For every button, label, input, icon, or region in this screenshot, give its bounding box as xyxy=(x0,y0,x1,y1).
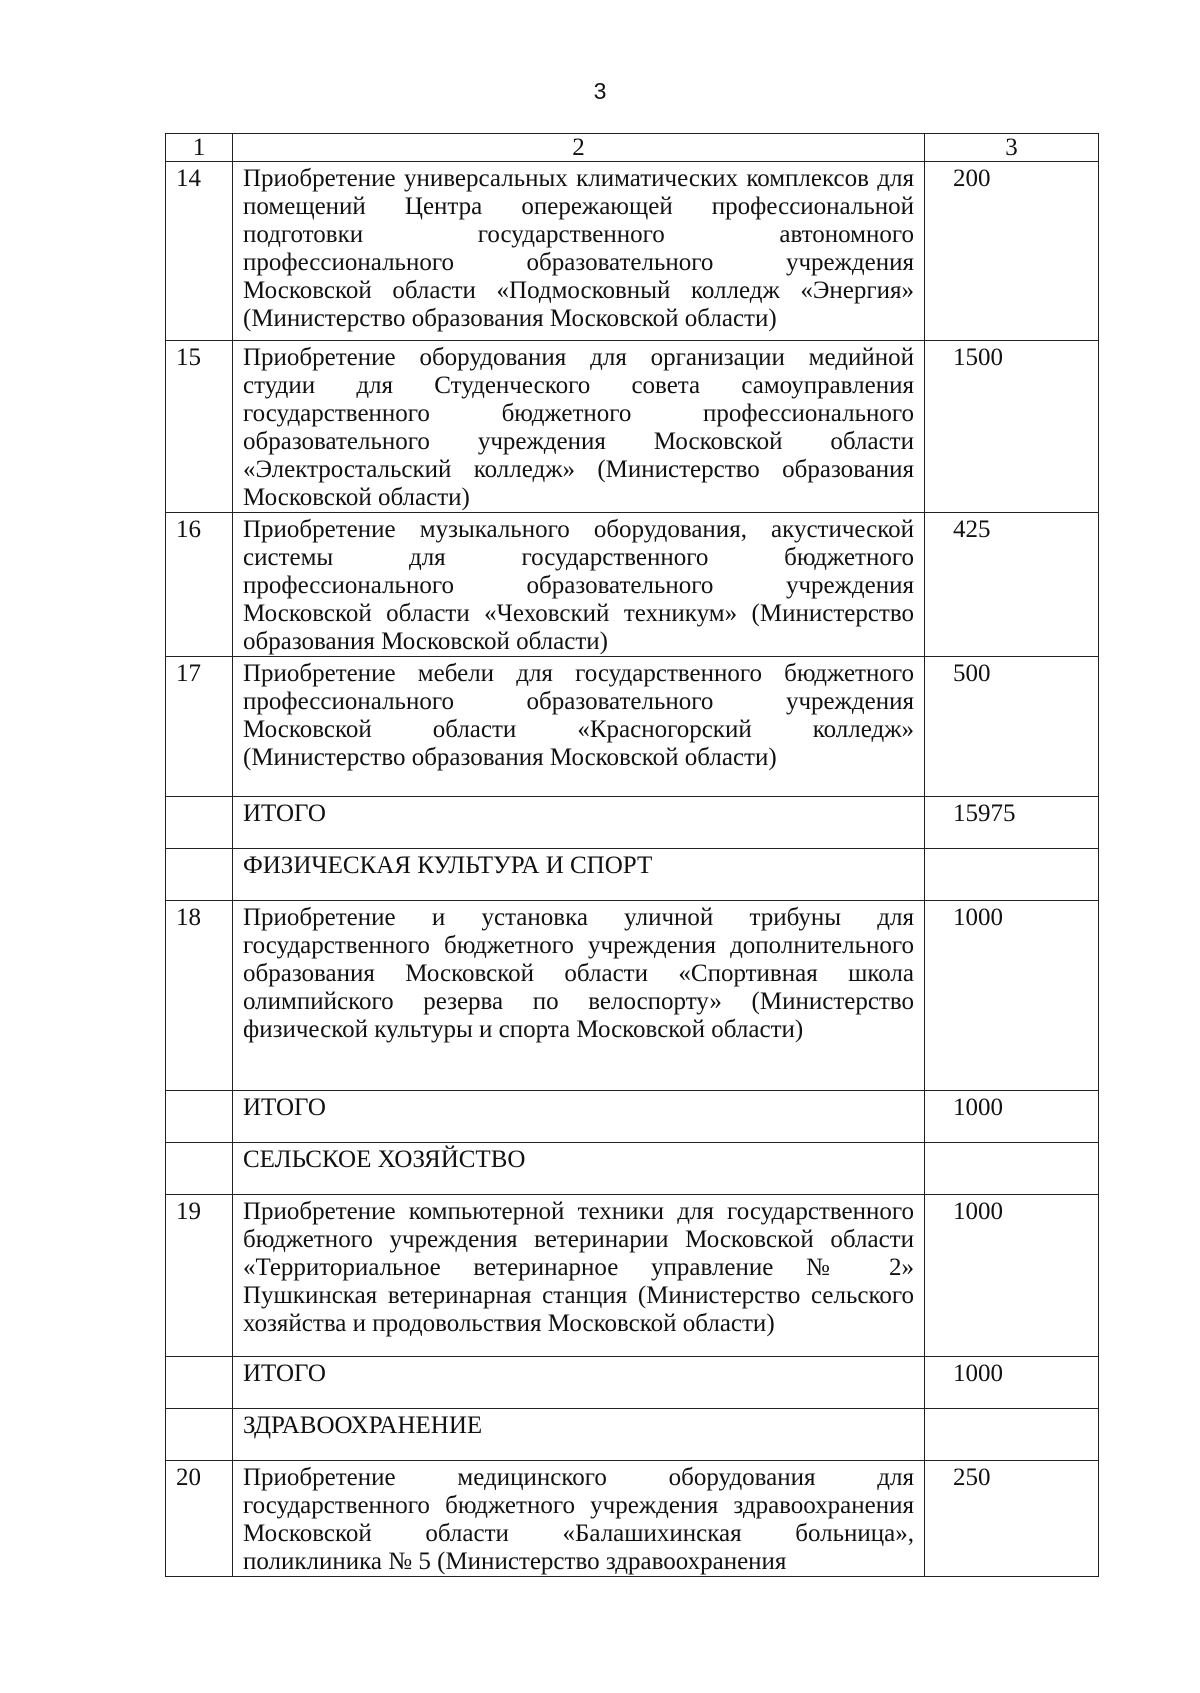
row-number: 14 xyxy=(166,162,233,341)
table-header-row xyxy=(166,134,1099,162)
row-description: Приобретение мебели для государственного бюджетного профессионального образовательного учреждения Московской области «Красногорский колледж» (Министерство образования Московской области) xyxy=(233,657,925,797)
table-row-item-19 xyxy=(166,1195,1099,1357)
table-row-section xyxy=(166,1409,1099,1461)
column-header-1: 1 xyxy=(166,134,233,162)
row-number xyxy=(166,1091,233,1143)
row-number xyxy=(166,1409,233,1461)
total-amount: 1000 xyxy=(925,1357,1099,1409)
section-title: СЕЛЬСКОЕ ХОЗЯЙСТВО xyxy=(233,1143,925,1195)
table-row-total xyxy=(166,1357,1099,1409)
table-row-item-16 xyxy=(166,513,1099,657)
section-title: ФИЗИЧЕСКАЯ КУЛЬТУРА И СПОРТ xyxy=(233,849,925,901)
row-amount: 1500 xyxy=(925,341,1099,513)
table-row-section xyxy=(166,849,1099,901)
row-description: Приобретение музыкального оборудования, акустической системы для государственного бюджетного профессионального образовательного учреждения Московской области «Чеховский техникум» (Министерство образования Московской области) xyxy=(233,513,925,657)
row-number: 18 xyxy=(166,901,233,1091)
row-amount xyxy=(925,1143,1099,1195)
row-number: 15 xyxy=(166,341,233,513)
total-label: ИТОГО xyxy=(233,1091,925,1143)
table-row-item-15 xyxy=(166,341,1099,513)
total-label: ИТОГО xyxy=(233,797,925,849)
row-number xyxy=(166,1357,233,1409)
table-row-total xyxy=(166,797,1099,849)
row-amount: 1000 xyxy=(925,901,1099,1091)
table-row-item-20 xyxy=(166,1461,1099,1577)
table-row-section xyxy=(166,1143,1099,1195)
total-amount: 1000 xyxy=(925,1091,1099,1143)
row-number: 20 xyxy=(166,1461,233,1577)
row-description: Приобретение универсальных климатических комплексов для помещений Центра опережающей профессиональной подготовки государственного автономного профессионального образовательного учреждения Московской области «Подмосковный колледж «Энергия» (Министерство образования Московской области) xyxy=(233,162,925,341)
table-row-item-18 xyxy=(166,901,1099,1091)
row-amount: 1000 xyxy=(925,1195,1099,1357)
row-amount: 250 xyxy=(925,1461,1099,1577)
total-label: ИТОГО xyxy=(233,1357,925,1409)
row-number: 19 xyxy=(166,1195,233,1357)
row-description: Приобретение компьютерной техники для государственного бюджетного учреждения ветеринарии Московской области «Территориальное ветеринарное управление № 2» Пушкинская ветеринарная станция (Министерство сельского хозяйства и продовольствия Московской области) xyxy=(233,1195,925,1357)
column-header-3: 3 xyxy=(925,134,1099,162)
page-number: 3 xyxy=(593,78,607,104)
total-amount: 15975 xyxy=(925,797,1099,849)
allocation-table xyxy=(165,133,1099,1577)
row-amount: 425 xyxy=(925,513,1099,657)
table-row-item-14 xyxy=(166,162,1099,341)
row-number: 17 xyxy=(166,657,233,797)
table-row-item-17 xyxy=(166,657,1099,797)
row-number xyxy=(166,797,233,849)
section-title: ЗДРАВООХРАНЕНИЕ xyxy=(233,1409,925,1461)
row-description: Приобретение оборудования для организации медийной студии для Студенческого совета самоуправления государственного бюджетного профессионального образовательного учреждения Московской области «Электростальский колледж» (Министерство образования Московской области) xyxy=(233,341,925,513)
row-number: 16 xyxy=(166,513,233,657)
row-description: Приобретение медицинского оборудования для государственного бюджетного учреждения здравоохранения Московской области «Балашихинская больница», поликлиника № 5 (Министерство здравоохранения xyxy=(233,1461,925,1577)
table-row-total xyxy=(166,1091,1099,1143)
row-amount xyxy=(925,1409,1099,1461)
row-number xyxy=(166,1143,233,1195)
row-description: Приобретение и установка уличной трибуны для государственного бюджетного учреждения дополнительного образования Московской области «Спортивная школа олимпийского резерва по велоспорту» (Министерство физической культуры и спорта Московской области) xyxy=(233,901,925,1091)
row-amount: 200 xyxy=(925,162,1099,341)
row-amount xyxy=(925,849,1099,901)
row-amount: 500 xyxy=(925,657,1099,797)
row-number xyxy=(166,849,233,901)
column-header-2: 2 xyxy=(233,134,925,162)
